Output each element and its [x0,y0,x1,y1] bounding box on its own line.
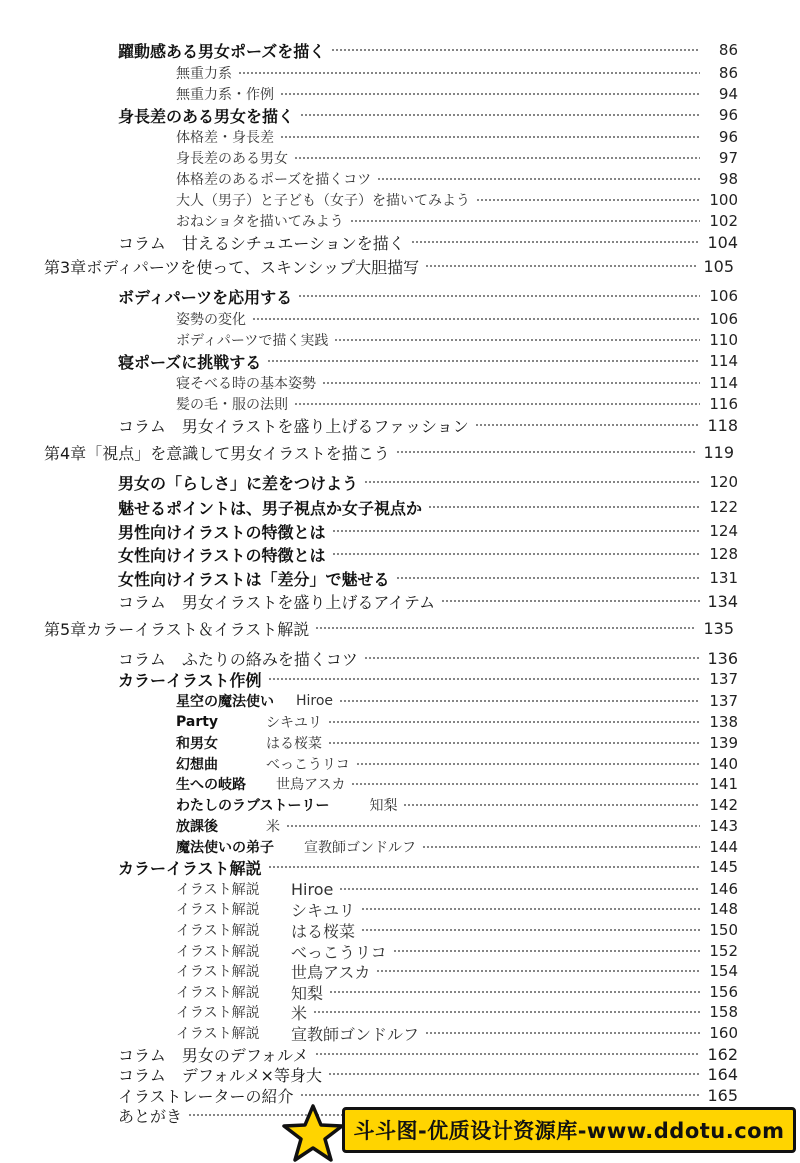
toc-entry [0,372,800,394]
page-number: 110 [709,331,738,349]
toc-entry [0,960,800,982]
entry-author: シキユリ [266,715,322,731]
toc-entry [0,711,800,733]
entry-title: イラスト解説 [176,964,260,980]
leader-dots [300,114,700,116]
page-number: 94 [718,85,738,103]
toc-entry [0,126,800,148]
entry-title: 男女の「らしさ」に差をつけよう [118,473,359,493]
entry-title: 体格差・身長差 [176,130,274,146]
entry-title: コラム 甘えるシチュエーションを描く [118,233,405,253]
leader-dots [356,763,700,765]
entry-title: 寝そべる時の基本姿勢 [176,376,316,392]
page-number: 119 [703,442,734,462]
leader-dots [403,804,700,806]
toc-entry [0,1063,800,1085]
leader-dots [339,700,700,702]
leader-dots [361,929,700,931]
page-number: 142 [709,796,738,814]
leader-dots [422,846,700,848]
toc-entry [0,590,800,612]
toc-entry [0,878,800,900]
chapter-number: 第4章 [44,443,87,463]
entry-title: 無重力系 [176,66,232,82]
leader-dots [376,970,700,972]
leader-dots [361,908,700,910]
chapter-number: 第3章 [44,257,87,277]
leader-dots [332,530,700,532]
entry-author: べっこうリコ [266,757,350,773]
toc-entry [0,543,800,565]
page-number: 102 [709,212,738,230]
leader-dots [364,657,700,659]
leader-dots [238,72,700,74]
leader-dots [332,553,700,555]
page-number: 131 [709,569,738,587]
leader-dots [351,783,700,785]
entry-title: あとがき [118,1106,183,1126]
leader-dots [441,600,700,602]
page-number: 150 [709,921,738,939]
page-number: 136 [707,648,738,668]
page-number: 146 [709,880,738,898]
page-number: 135 [703,618,734,638]
leader-dots [334,339,700,341]
page-number: 137 [709,692,738,710]
page-number: 156 [709,983,738,1001]
watermark-banner [280,1103,798,1159]
leader-dots [476,199,700,201]
entry-title: 躍動感ある男女ポーズを描く [118,41,326,61]
entry-title: おねショタを描いてみよう [176,214,344,230]
toc-entry [0,189,800,211]
leader-dots [298,295,700,297]
page-number: 100 [709,191,738,209]
page-number: 145 [709,858,738,876]
toc-entry [0,981,800,1003]
toc-entry [0,285,800,307]
leader-dots [425,1032,700,1034]
toc-entry [0,83,800,105]
entry-title: 放課後 [176,819,218,835]
page-number: 143 [709,817,738,835]
leader-dots [328,721,700,723]
page-number: 139 [709,734,738,752]
entry-author: 世鳥アスカ [276,777,346,793]
toc-entry [0,794,800,816]
toc-entry [0,815,800,837]
entry-author: はる桜菜 [266,736,322,752]
toc-entry [0,773,800,795]
page-number: 116 [709,395,738,413]
entry-title: 幻想曲 [176,757,218,773]
page-number: 144 [709,838,738,856]
entry-title: コラム ふたりの絡みを描くコツ [118,649,358,669]
page-number: 164 [707,1064,738,1084]
leader-dots [393,950,700,952]
leader-dots [475,424,700,426]
entry-title: 女性向けイラストの特徴とは [118,545,326,565]
page-number: 97 [718,149,738,167]
leader-dots [313,1011,700,1013]
page-number: 138 [709,713,738,731]
toc-entry [0,1001,800,1023]
chapter-title: 「視点」を意識して男女イラストを描こう [86,443,390,463]
page-number: 106 [709,310,738,328]
toc-entry [0,732,800,754]
leader-dots [396,577,700,579]
leader-dots [315,1053,700,1055]
entry-author: 世鳥アスカ [291,962,371,982]
toc-entry [0,104,800,126]
page-number: 154 [709,962,738,980]
toc-entry [0,1022,800,1044]
toc-entry [0,567,800,589]
leader-dots [315,627,696,629]
entry-title: 男性向けイラストの特徴とは [118,522,326,542]
toc-entry [0,856,800,878]
toc-entry [0,668,800,690]
page-number: 148 [709,900,738,918]
page-number: 134 [707,591,738,611]
entry-title: イラスト解説 [176,882,260,898]
entry-author: 米 [291,1003,308,1023]
page-number: 86 [718,64,738,82]
entry-title: イラスト解説 [176,944,260,960]
page-number: 118 [707,415,738,435]
page-number: 162 [707,1044,738,1064]
toc-entry [0,690,800,712]
entry-title: イラストレーターの紹介 [118,1086,294,1106]
entry-title: 魅せるポイントは、男子視点か女子視点か [118,498,423,518]
leader-dots [300,1094,700,1096]
leader-dots [252,318,700,320]
toc-entry [0,647,800,669]
watermark-box [342,1107,796,1153]
page-number: 122 [709,498,738,516]
chapter-heading [44,441,748,463]
leader-dots [280,136,700,138]
leader-dots [339,888,700,890]
toc-entry [0,350,800,372]
entry-title: 体格差のあるポーズを描くコツ [176,172,372,188]
entry-title: イラスト解説 [176,985,260,1001]
page-number: 105 [703,256,734,276]
entry-title: コラム 男女イラストを盛り上げるアイテム [118,592,436,612]
toc-entry [0,919,800,941]
leader-dots [329,991,700,993]
entry-author: はる桜菜 [291,921,356,941]
entry-title: コラム 男女イラストを盛り上げるファッション [118,416,469,436]
entry-title: コラム デフォルメ×等身大 [118,1065,322,1085]
page-number: 158 [709,1003,738,1021]
toc-entry [0,940,800,962]
entry-title: イラスト解説 [176,902,260,918]
page-number: 96 [718,106,738,124]
page-number: 114 [709,374,738,392]
entry-title: 寝ポーズに挑戦する [118,352,262,372]
entry-title: 和男女 [176,736,218,752]
entry-title: 無重力系・作例 [176,87,274,103]
page-number: 165 [707,1085,738,1105]
leader-dots [331,49,700,51]
page-number: 140 [709,755,738,773]
entry-author: Hiroe [296,693,334,709]
entry-title: 身長差のある男女を描く [118,106,295,126]
leader-dots [428,506,700,508]
toc-entry [0,39,800,61]
page-number: 96 [718,128,738,146]
leader-dots [294,157,700,159]
toc-entry [0,414,800,436]
page-number: 160 [709,1024,738,1042]
toc-entry [0,471,800,493]
entry-title: 生への岐路 [176,777,246,793]
entry-title: 大人（男子）と子ども（女子）を描いてみよう [176,193,470,209]
toc-entry [0,753,800,775]
entry-title: カラーイラスト解説 [118,858,262,878]
leader-dots [328,1073,700,1075]
leader-dots [286,825,700,827]
leader-dots [322,382,700,384]
entry-title: イラスト解説 [176,1005,260,1021]
page-number: 104 [707,232,738,252]
leader-dots [294,403,700,405]
entry-title: イラスト解説 [176,923,260,939]
entry-author: べっこうリコ [291,942,387,962]
chapter-number: 第5章 [44,619,87,639]
entry-title: コラム 男女のデフォルメ [118,1045,309,1065]
toc-entry [0,329,800,351]
toc-entry [0,168,800,190]
page-number: 106 [709,287,738,305]
entry-title: Party [176,714,219,730]
chapter-title: カラーイラスト＆イラスト解説 [86,619,310,639]
toc-entry [0,231,800,253]
watermark-text: 斗斗图-优质设计资源库-www.ddotu.com [353,1119,785,1143]
entry-title: 身長差のある男女 [176,151,288,167]
leader-dots [411,241,700,243]
leader-dots [396,451,696,453]
page-number: 124 [709,522,738,540]
entry-title: わたしのラブストーリー [176,798,330,814]
star-icon [280,1103,346,1163]
toc-entry [0,62,800,84]
chapter-title: ボディパーツを使って、スキンシップ大胆描写 [86,257,420,277]
entry-title: ボディパーツを応用する [118,287,293,307]
chapter-heading [44,617,748,639]
leader-dots [364,481,700,483]
leader-dots [268,678,700,680]
entry-author: Hiroe [291,879,334,899]
leader-dots [328,742,700,744]
leader-dots [425,265,696,267]
entry-title: 星空の魔法使い [176,694,274,710]
page-number: 98 [718,170,738,188]
leader-dots [350,220,700,222]
entry-author: 知梨 [291,983,324,1003]
page-number: 152 [709,942,738,960]
page-number: 128 [709,545,738,563]
entry-title: 姿勢の変化 [176,312,246,328]
entry-author: シキユリ [291,900,356,920]
entry-author: 宣教師ゴンドルフ [291,1024,420,1044]
toc-entry [0,147,800,169]
toc-entry [0,210,800,232]
toc-entry [0,496,800,518]
page-number: 137 [709,670,738,688]
leader-dots [268,866,700,868]
entry-author: 宣教師ゴンドルフ [304,840,416,856]
entry-title: ボディパーツで描く実践 [176,333,329,349]
leader-dots [280,93,700,95]
toc-entry [0,898,800,920]
entry-title: イラスト解説 [176,1026,260,1042]
page-number: 86 [718,41,738,59]
leader-dots [377,178,700,180]
page-number: 120 [709,473,738,491]
entry-author: 知梨 [369,798,398,814]
chapter-heading [44,255,748,277]
toc-entry [0,308,800,330]
page-number: 141 [709,775,738,793]
toc-entry [0,520,800,542]
leader-dots [267,360,700,362]
entry-author: 米 [266,819,280,835]
page-number: 114 [709,352,738,370]
toc-entry [0,393,800,415]
entry-title: カラーイラスト作例 [118,670,262,690]
entry-title: 髪の毛・服の法則 [176,397,288,413]
entry-title: 女性向けイラストは「差分」で魅せる [118,569,390,589]
entry-title: 魔法使いの弟子 [176,840,274,856]
